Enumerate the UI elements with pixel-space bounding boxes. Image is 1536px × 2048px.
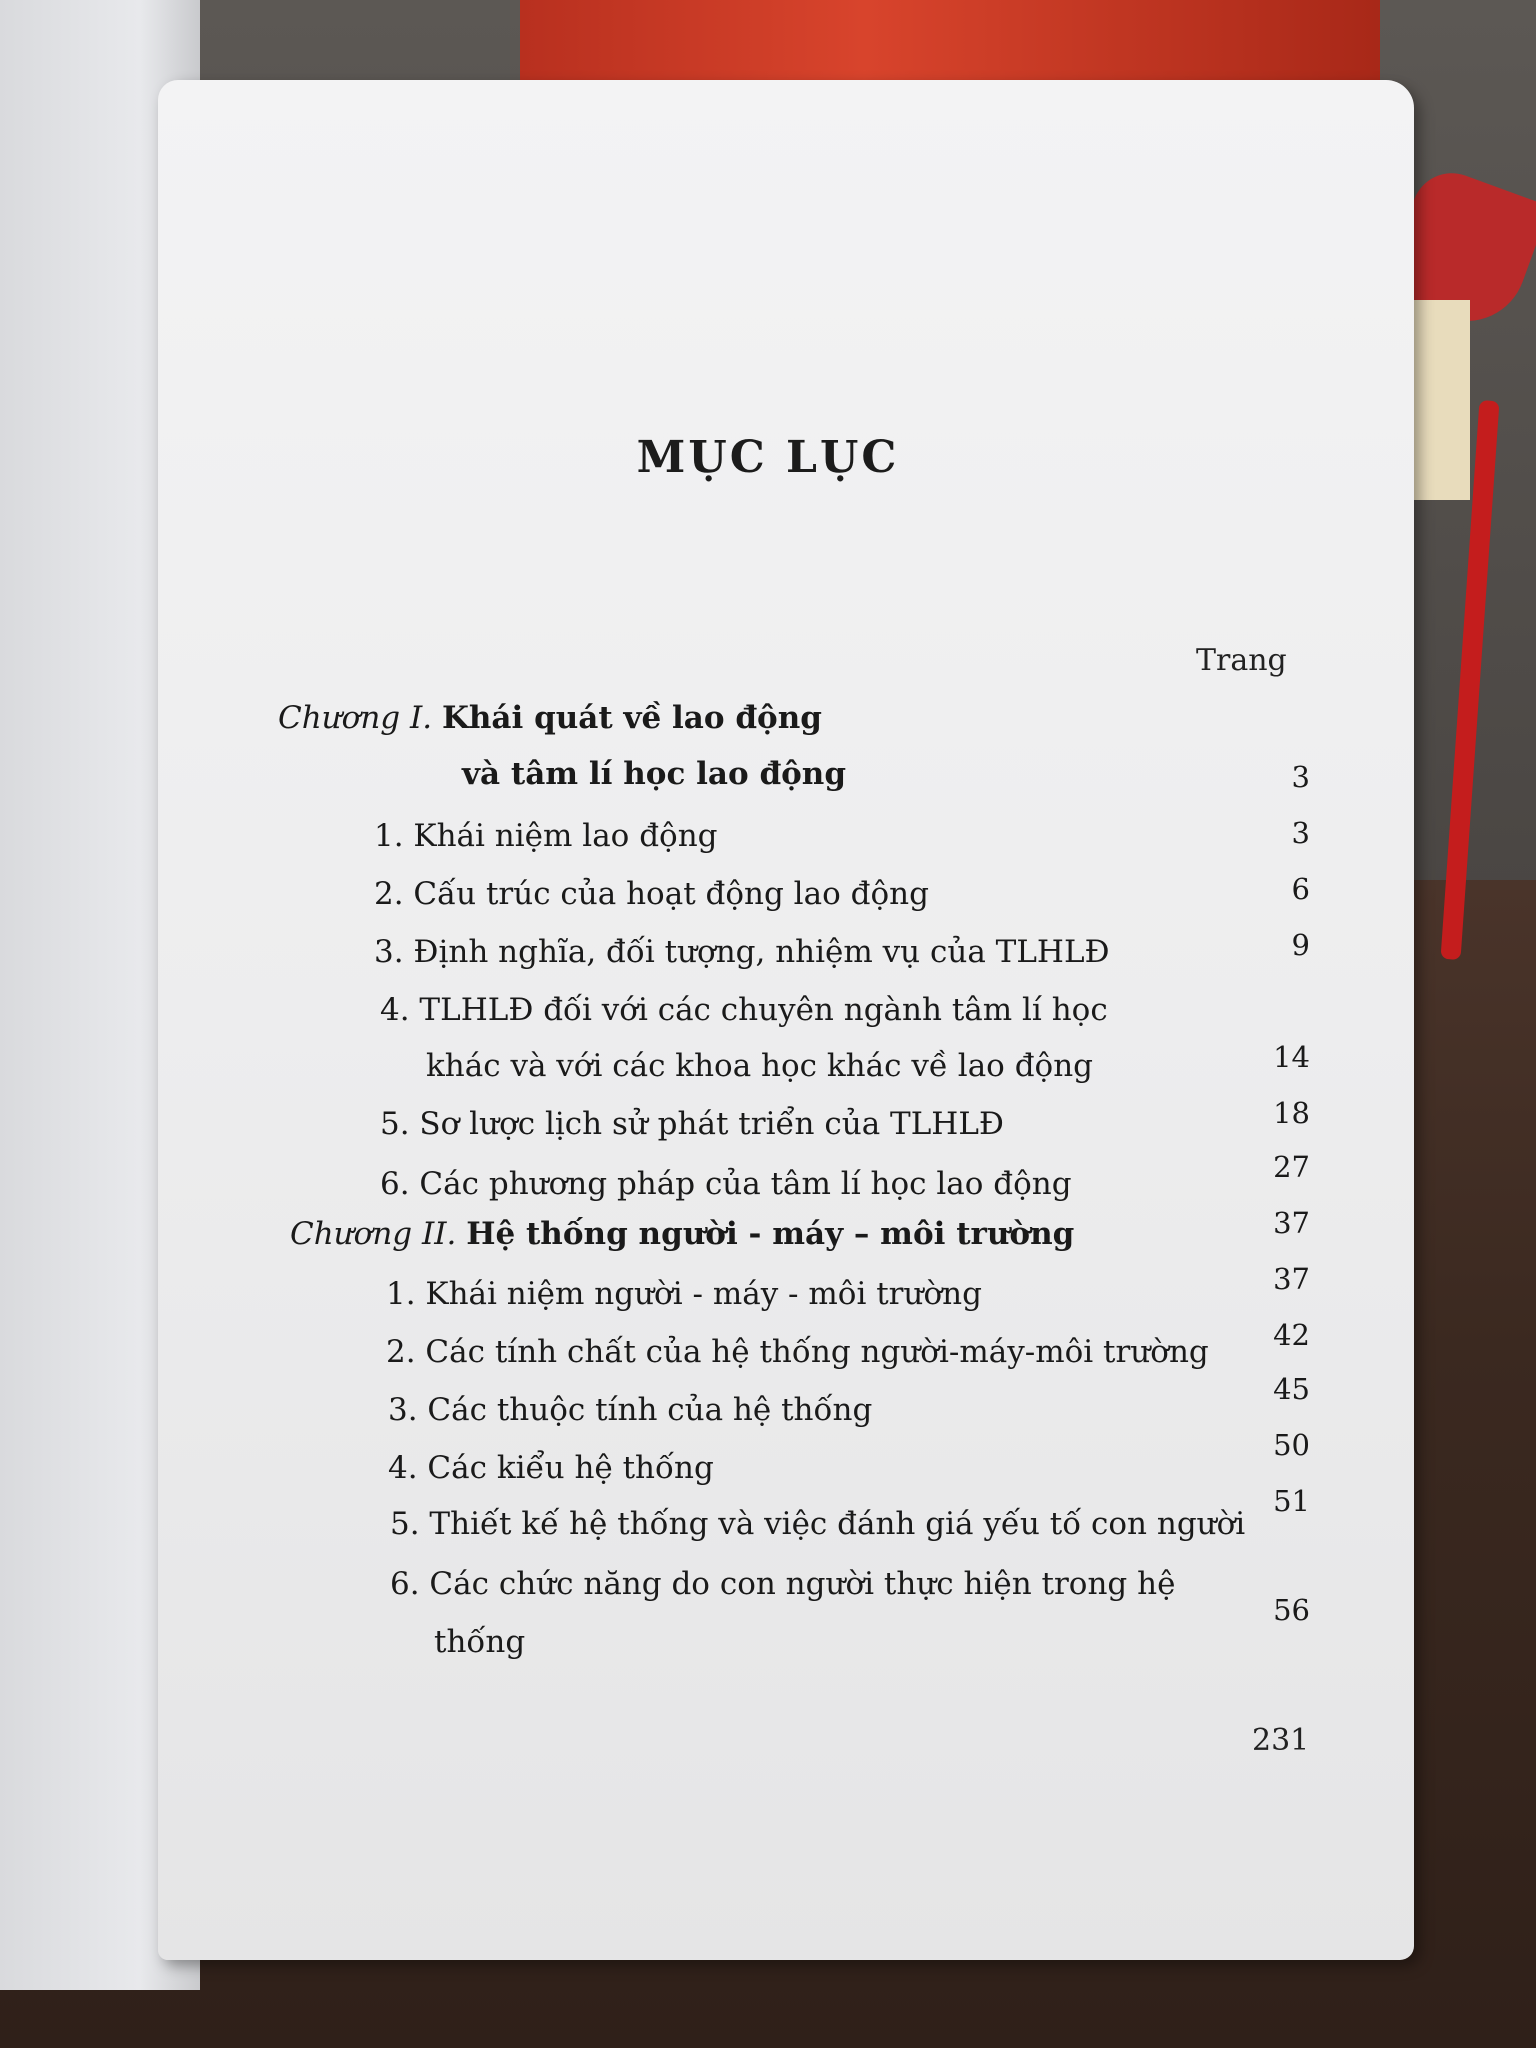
page-title: MỤC LỤC xyxy=(636,432,900,483)
toc-entry-label xyxy=(388,1392,872,1428)
toc-entry-page: 42 xyxy=(1273,1318,1310,1352)
toc-entry-text: 1. Khái niệm người - máy - môi trường xyxy=(386,1276,982,1312)
toc-entry-text: 5. Thiết kế hệ thống và việc đánh giá yếu tố con người xyxy=(390,1506,1246,1542)
toc-entry-text: Khái quát về lao động xyxy=(441,700,822,736)
toc-entry-page: 14 xyxy=(1273,1040,1310,1074)
toc-entry-label xyxy=(386,1276,982,1312)
toc-entry-text: 3. Các thuộc tính của hệ thống xyxy=(388,1392,873,1428)
toc-entry-label xyxy=(290,1216,1074,1252)
page-number: 231 xyxy=(1252,1723,1310,1758)
toc-entry-label xyxy=(434,1624,525,1660)
toc-entry-page: 45 xyxy=(1273,1372,1310,1406)
toc-entry-text: Hệ thống người - máy – môi trường xyxy=(466,1216,1075,1252)
toc-entry-label xyxy=(426,1048,1093,1084)
toc-entry-page: 37 xyxy=(1273,1262,1310,1296)
toc-entry-label xyxy=(386,1334,1209,1370)
toc-entry-text: 3. Định nghĩa, đối tượng, nhiệm vụ của TLHLĐ xyxy=(374,934,1110,970)
chapter-prefix: Chương II. xyxy=(290,1216,467,1252)
toc-entry-text: 2. Các tính chất của hệ thống người-máy-môi trường xyxy=(386,1334,1209,1370)
toc-entry-page: 37 xyxy=(1273,1206,1310,1240)
toc-entry-text: 4. Các kiểu hệ thống xyxy=(388,1450,714,1486)
toc-entry-text: 6. Các phương pháp của tâm lí học lao động xyxy=(380,1166,1072,1202)
toc-entry-page: 18 xyxy=(1273,1096,1310,1130)
toc-entry-label xyxy=(380,992,1108,1028)
toc-entry-page: 50 xyxy=(1273,1428,1310,1462)
toc-entry-page: 3 xyxy=(1291,760,1310,794)
toc-entry-label xyxy=(374,876,929,912)
toc-entry-text: 4. TLHLĐ đối với các chuyên ngành tâm lí học xyxy=(380,992,1108,1028)
toc-entry-text: 6. Các chức năng do con người thực hiện trong hệ xyxy=(390,1566,1176,1602)
toc-entry-text: 2. Cấu trúc của hoạt động lao động xyxy=(374,876,929,912)
toc-entry-label xyxy=(462,756,846,792)
toc-entry-page: 27 xyxy=(1273,1150,1310,1184)
toc-entry-text: 1. Khái niệm lao động xyxy=(374,818,718,854)
toc-entry-label xyxy=(390,1566,1175,1602)
toc-entry-page: 51 xyxy=(1273,1484,1310,1518)
toc-entry-label xyxy=(374,818,718,854)
toc-entry-label xyxy=(380,1106,1004,1142)
toc-entry-label xyxy=(390,1506,1245,1542)
toc-entry-label xyxy=(278,700,822,736)
toc-entry-text: khác và với các khoa học khác về lao động xyxy=(426,1048,1094,1084)
toc-entry-label xyxy=(380,1166,1072,1202)
page-column-header: Trang xyxy=(1196,643,1287,678)
toc-entry-label xyxy=(388,1450,714,1486)
toc-entry-text: 5. Sơ lược lịch sử phát triển của TLHLĐ xyxy=(380,1106,1004,1142)
chapter-prefix: Chương I. xyxy=(278,700,442,736)
toc-entry-label xyxy=(374,934,1110,970)
toc-entry-page: 56 xyxy=(1273,1593,1310,1627)
toc-entry-page: 6 xyxy=(1291,872,1310,906)
toc-entry-page: 3 xyxy=(1291,816,1310,850)
toc-entry-text: và tâm lí học lao động xyxy=(462,756,847,792)
toc-entry-text: thống xyxy=(434,1624,526,1660)
toc-entry-page: 9 xyxy=(1291,928,1310,962)
